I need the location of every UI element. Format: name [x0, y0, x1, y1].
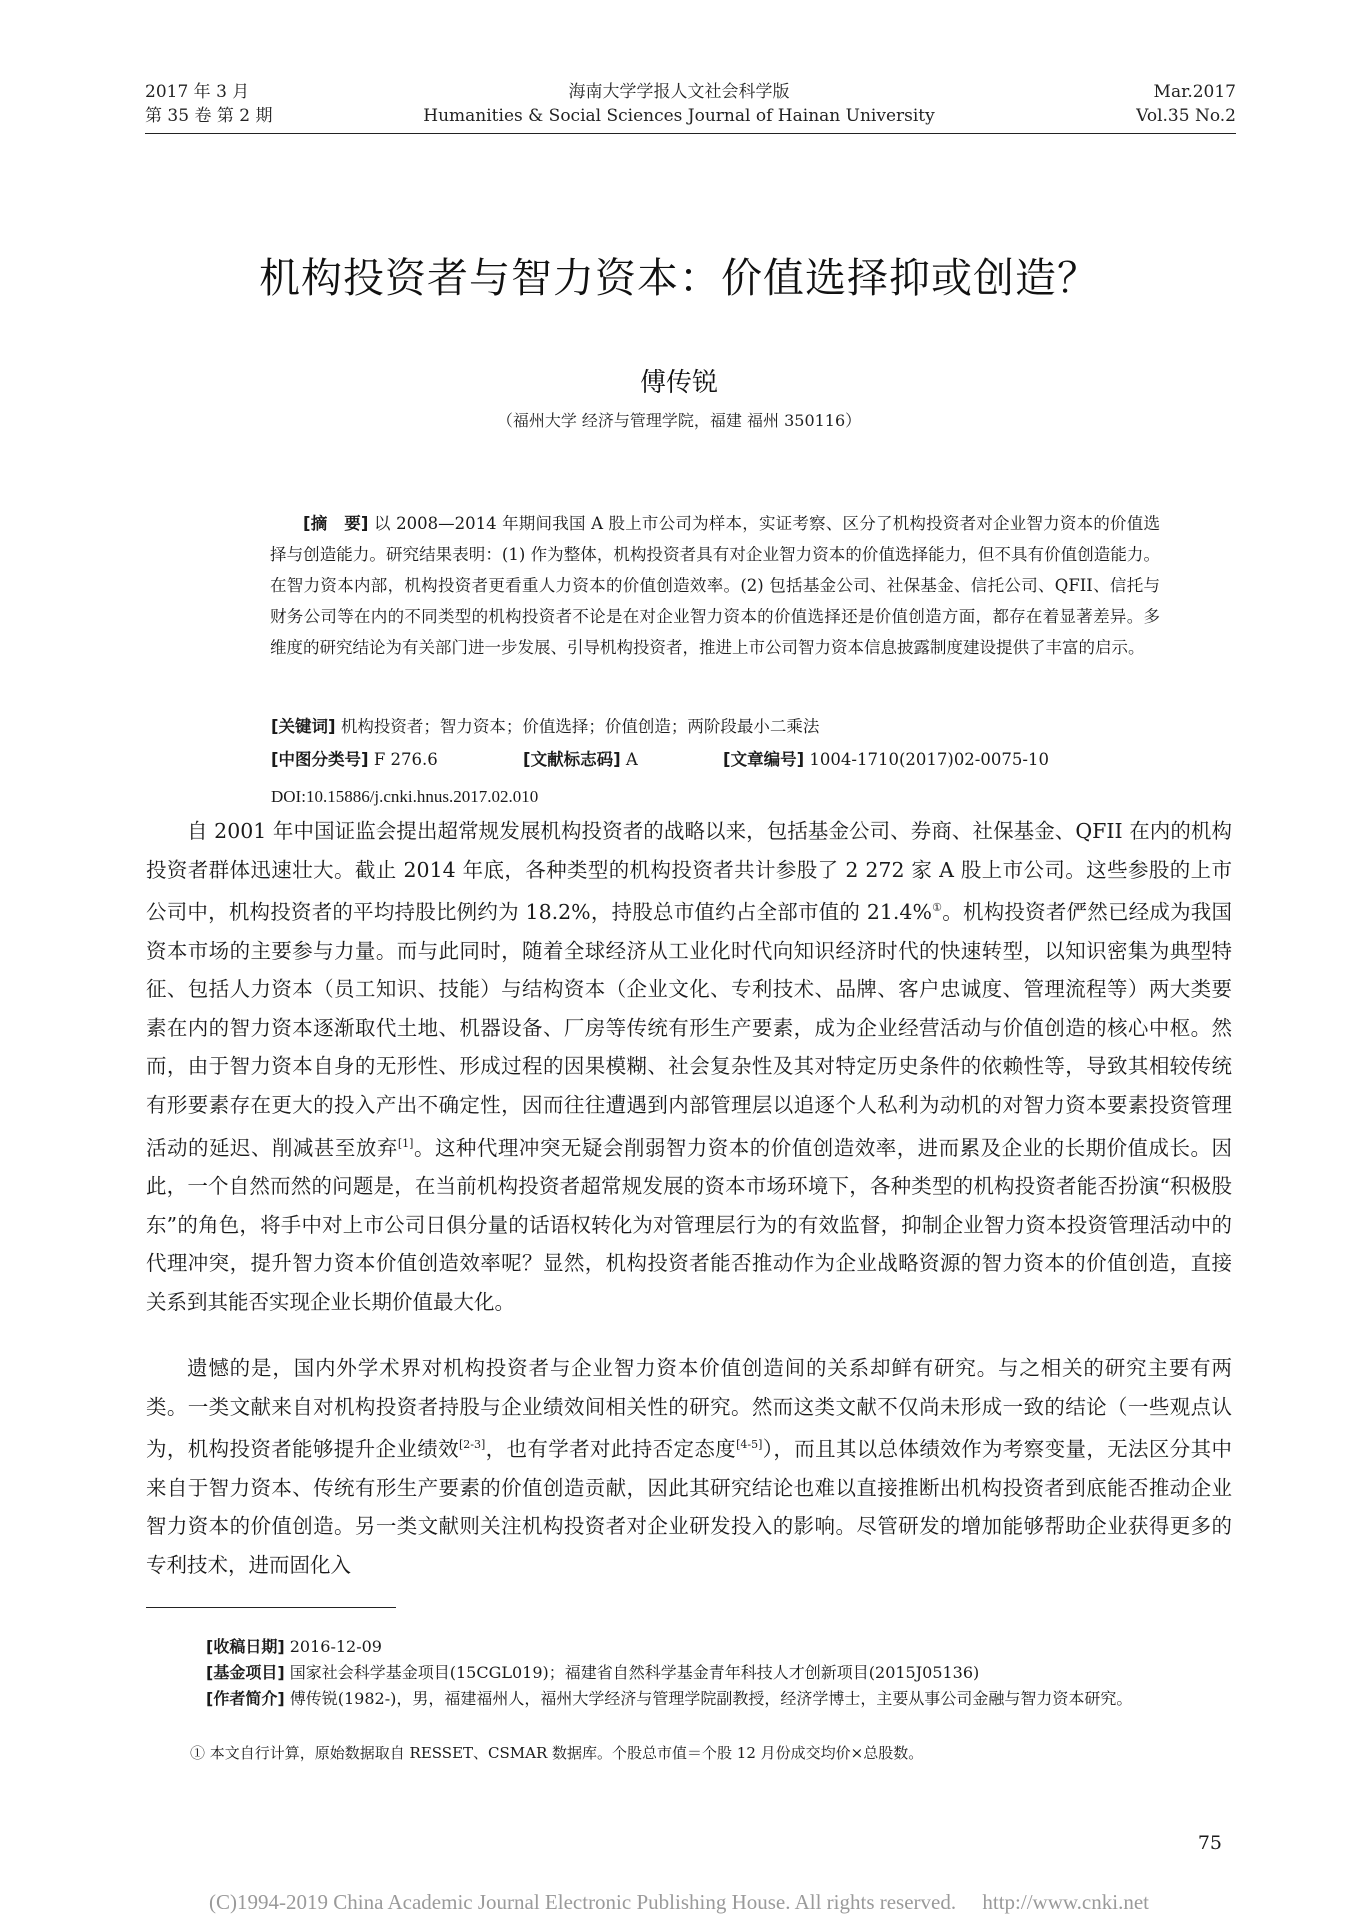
article-number-value: 1004-1710(2017)02-0075-10: [809, 750, 1049, 769]
volume-issue: 第 35 卷 第 2 期: [145, 106, 273, 126]
clc-label: [中图分类号]: [271, 750, 369, 769]
doc-code-value: A: [625, 750, 638, 769]
received-label: [收稿日期]: [206, 1637, 285, 1656]
article-number-label: [文章编号]: [723, 750, 805, 769]
p1-text-a: 自 2001 年中国证监会提出超常规发展机构投资者的战略以来，包括基金公司、券商、社保基金、QFII 在内的机构投资者群体迅速壮大。截止 2014 年底，各种类型的机构投资者共计参股了 2 272 家 A 股上市公司。这些参股的上市公司中，机构投资者的平均持股比例约为 18.2%，持股总市值约占全部市值的 21.4%: [146, 819, 1232, 925]
volume-issue-en: Vol.35 No.2: [1136, 106, 1236, 126]
fund-project: [206, 1660, 1196, 1686]
abstract: [270, 508, 1160, 663]
journal-name-en: Humanities & Social Sciences Journal of Hainan University: [423, 106, 935, 126]
author-name: 傅传锐: [639, 368, 718, 398]
p1-text-b: 。机构投资者俨然已经成为我国资本市场的主要参与力量。而与此同时，随着全球经济从工业化时代向知识经济时代的快速转型，以知识密集为典型特征、包括人力资本（员工知识、技能）与结构资本（企业文化、专利技术、品牌、客户忠诚度、管理流程等）两大类要素在内的智力资本逐渐取代土地、机器设备、厂房等传统有形生产要素，成为企业经营活动与价值创造的核心中枢。然而，由于智力资本自身的无形性、形成过程的因果模糊、社会复杂性及其对特定历史条件的依赖性等，导致其相较传统有形要素存在更大的投入产出不确定性，因而往往遭遇到内部管理层以追逐个人私利为动机的对智力资本要素投资管理活动的延迟、削减甚至放弃: [146, 900, 1233, 1160]
author-affiliation: （福州大学 经济与管理学院，福建 福州 350116）: [496, 411, 862, 430]
received-date: [206, 1634, 1196, 1660]
p2-text-b: ，也有学者对此持否定态度: [485, 1437, 737, 1462]
p1-text-c: 。这种代理冲突无疑会削弱智力资本的价值创造效率，进而累及企业的长期价值成长。因此，一个自然而然的问题是，在当前机构投资者超常规发展的资本市场环境下，各种类型的机构投资者能否扮演“积极股东”的角色，将手中对上市公司日俱分量的话语权转化为对管理层行为的有效监督，抑制企业智力资本投资管理活动中的代理冲突，提升智力资本价值创造效率呢？显然，机构投资者能否推动作为企业战略资源的智力资本的价值创造，直接关系到其能否实现企业长期价值最大化。: [146, 1135, 1233, 1314]
author-bio-value: 傅传锐(1982-)，男，福建福州人，福州大学经济与管理学院副教授，经济学博士，主要从事公司金融与智力资本研究。: [289, 1689, 1133, 1708]
keywords: [271, 713, 819, 737]
citation-ref-2-3[interactable]: [2-3]: [459, 1438, 486, 1452]
received-value: 2016-12-09: [289, 1637, 382, 1656]
article-title: 机构投资者与智力资本：价值选择抑或创造？: [259, 254, 1099, 302]
p2-text-c: ），而且其以总体绩效作为考察变量，无法区分其中来自于智力资本、传统有形生产要素的价值创造贡献，因此其研究结论也难以直接推断出机构投资者到底能否推动企业智力资本的价值创造。另一类文献则关注机构投资者对企业研发投入的影响。尽管研发的增加能够帮助企业获得更多的专利技术，进而固化入: [146, 1437, 1233, 1577]
issue-date-en: Mar.2017: [1153, 82, 1236, 102]
abstract-text: 以 2008—2014 年期间我国 A 股上市公司为样本，实证考察、区分了机构投资者对企业智力资本的价值选择与创造能力。研究结果表明：(1) 作为整体，机构投资者具有对企业智力资本的价值选择能力，但不具有价值创造能力。在智力资本内部，机构投资者更看重人力资本的价值创造效率。(2) 包括基金公司、社保基金、信托公司、QFII、信托与财务公司等在内的不同类型的机构投资者不论是在对企业智力资本的价值选择还是价值创造方面，都存在着显著差异。多维度的研究结论为有关部门进一步发展、引导机构投资者，推进上市公司智力资本信息披露制度建设提供了丰富的启示。: [270, 514, 1160, 657]
fund-label: [基金项目]: [206, 1663, 285, 1682]
abstract-label: [摘 要]: [303, 514, 369, 533]
body-paragraph-1: [146, 812, 1232, 1321]
journal-date-volume-en: [1136, 80, 1236, 128]
p2-text-a: 遗憾的是，国内外学术界对机构投资者与企业智力资本价值创造间的关系却鲜有研究。与之相关的研究主要有两类。一类文献来自对机构投资者持股与企业绩效间相关性的研究。然而这类文献不仅尚未形成一致的结论（一些观点认为，机构投资者能够提升企业绩效: [146, 1356, 1232, 1462]
clc-value: F 276.6: [373, 750, 438, 769]
doi[interactable]: DOI:10.15886/j.cnki.hnus.2017.02.010: [271, 787, 539, 806]
fund-value: 国家社会科学基金项目(15CGL019)；福建省自然科学基金青年科技人才创新项目(2015J05136): [289, 1663, 980, 1682]
copyright-notice: (C)1994-2019 China Academic Journal Electronic Publishing House. All rights reserved. http://www.cnki.net: [209, 1890, 1149, 1914]
body-paragraph-2: [146, 1349, 1232, 1584]
keywords-label: [关键词]: [271, 717, 336, 736]
issue-date: 2017 年 3 月: [145, 82, 250, 102]
header-divider: [145, 133, 1236, 134]
citation-ref-1[interactable]: [1]: [397, 1136, 414, 1150]
footnote-ref-1[interactable]: ①: [931, 901, 943, 915]
journal-name-cn: 海南大学学报人文社会科学版: [568, 82, 790, 102]
doc-code-label: [文献标志码]: [523, 750, 621, 769]
page-number: 75: [1197, 1832, 1222, 1854]
citation-ref-4-5[interactable]: [4-5]: [736, 1438, 763, 1452]
author-bio: [206, 1686, 1196, 1712]
footnote-1: ① 本文自行计算，原始数据取自 RESSET、CSMAR 数据库。个股总市值＝个股 12 月份成交均价×总股数。: [190, 1744, 924, 1762]
classification-line: [271, 746, 1129, 770]
footnote-divider: [146, 1607, 396, 1608]
author-bio-label: [作者简介]: [206, 1689, 285, 1708]
keywords-text: 机构投资者；智力资本；价值选择；价值创造；两阶段最小二乘法: [340, 717, 820, 736]
